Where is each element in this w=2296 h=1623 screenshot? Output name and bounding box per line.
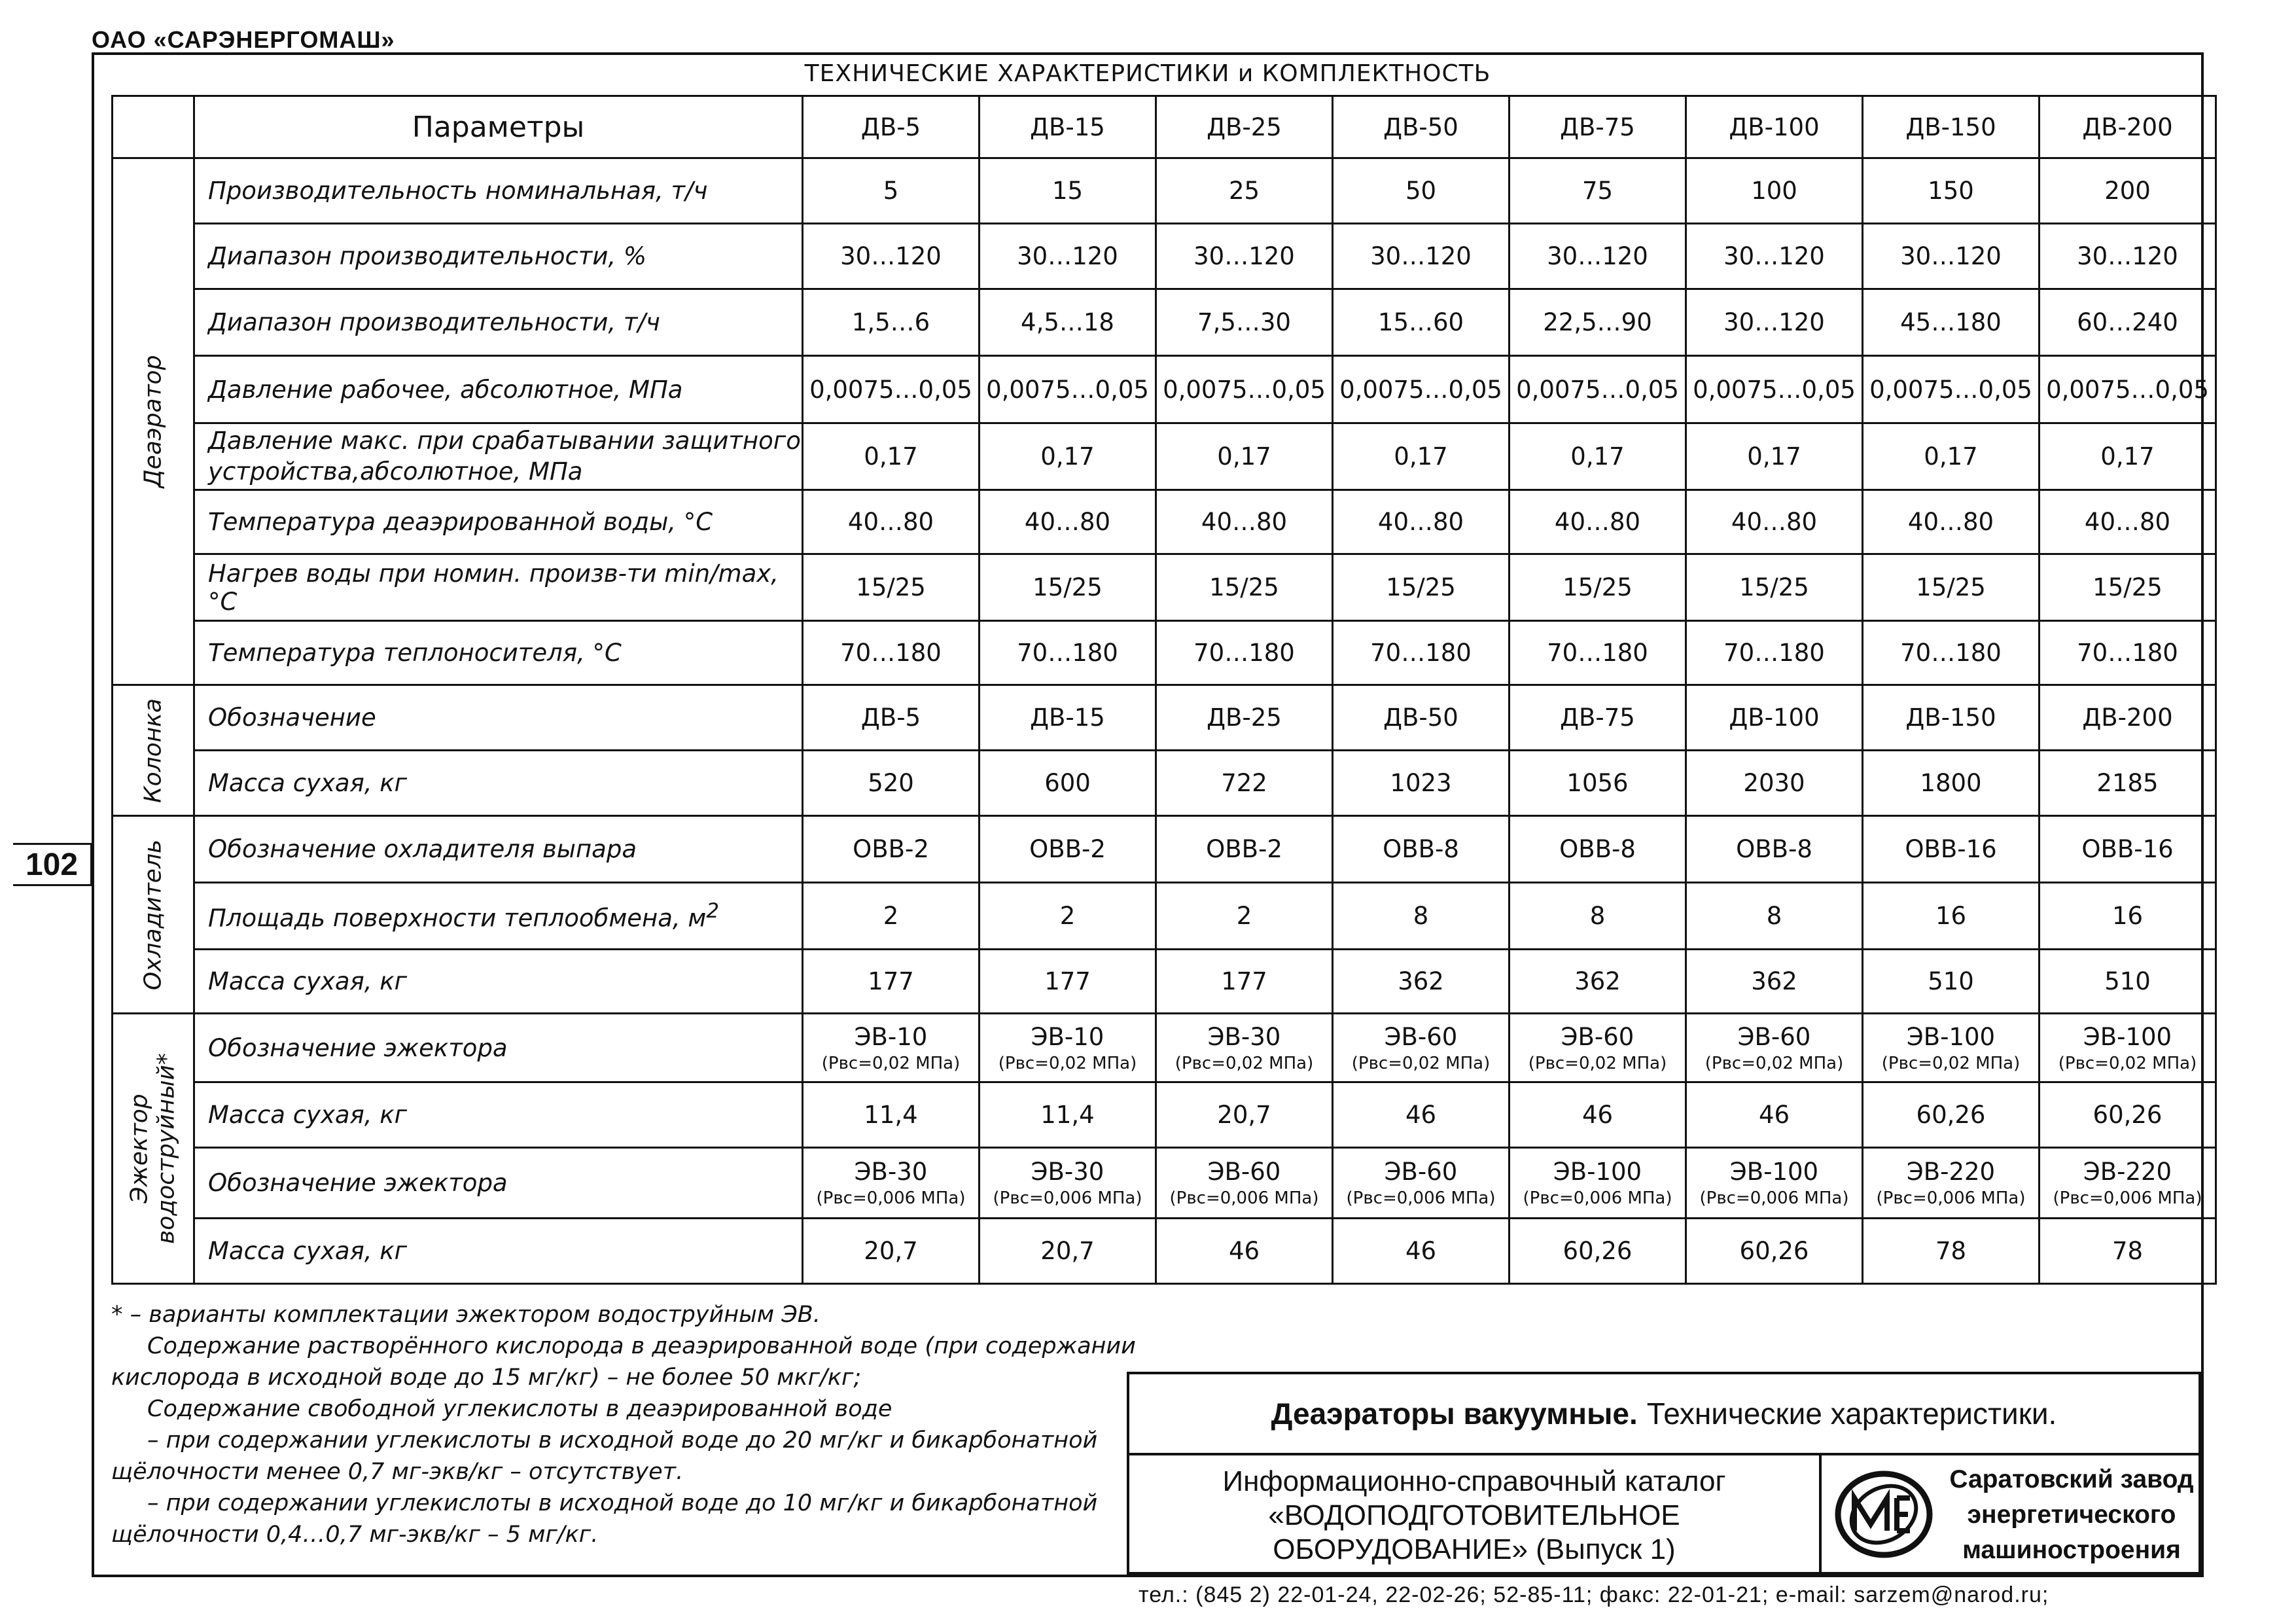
value-cell: 0,17 (1863, 423, 2040, 490)
value-cell: 0,0075…0,05 (1156, 356, 1333, 423)
value-cell: 70…180 (1156, 621, 1333, 685)
param-cell: Масса сухая, кг (194, 950, 803, 1014)
ejector-pressure-note: (Рвс=0,02 МПа) (998, 1053, 1137, 1073)
factory-line: Саратовский завод (1949, 1465, 2194, 1493)
ejector-model: ЭВ-60 (1737, 1022, 1811, 1051)
value-cell: 20,7 (1156, 1082, 1333, 1148)
ejector-pressure-note: (Рвс=0,006 МПа) (1169, 1188, 1319, 1208)
value-cell: 7,5…30 (1156, 289, 1333, 356)
value-cell: 30…120 (1863, 224, 2040, 289)
value-cell: 30…120 (2040, 224, 2216, 289)
value-cell: 15/25 (1333, 554, 1510, 621)
value-cell: 40…80 (1510, 490, 1686, 554)
ejector-model: ЭВ-60 (1207, 1158, 1281, 1186)
param-superscript: 2 (706, 899, 719, 923)
value-cell: ДВ-15 (980, 685, 1156, 751)
param-cell: Нагрев воды при номин. произв-ти min/max, °С (194, 554, 803, 621)
value-cell (1156, 1014, 1333, 1082)
value-cell: 150 (1863, 158, 2040, 224)
value-cell: 30…120 (1686, 289, 1863, 356)
value-cell: 0,17 (1686, 423, 1863, 490)
value-cell: 30…120 (803, 224, 980, 289)
value-cell: 510 (2040, 950, 2216, 1014)
value-cell: ДВ-25 (1156, 685, 1333, 751)
model-header: ДВ-25 (1156, 96, 1333, 158)
value-cell: 20,7 (980, 1219, 1156, 1284)
spec-table (111, 95, 2217, 1285)
param-line: устройства,абсолютное, МПа (208, 457, 583, 486)
value-cell: 2185 (2040, 751, 2216, 816)
value-cell: 46 (1333, 1219, 1510, 1284)
value-cell: 0,0075…0,05 (1686, 356, 1863, 423)
value-cell: 0,17 (2040, 423, 2216, 490)
value-cell: 20,7 (803, 1219, 980, 1284)
value-cell: 78 (2040, 1219, 2216, 1284)
value-cell: 1800 (1863, 751, 2040, 816)
param-cell: Производительность номинальная, т/ч (194, 158, 803, 224)
footnote-line: – при содержании углекислоты в исходной воде до 20 мг/кг и бикарбонатной (147, 1427, 1098, 1454)
value-cell (1686, 1148, 1863, 1219)
value-cell: 60,26 (2040, 1082, 2216, 1148)
value-cell: 30…120 (1510, 224, 1686, 289)
ejector-model: ЭВ-30 (1207, 1022, 1281, 1051)
value-cell: ДВ-50 (1333, 685, 1510, 751)
value-cell: 362 (1333, 950, 1510, 1014)
value-cell: 70…180 (803, 621, 980, 685)
value-cell: 0,17 (803, 423, 980, 490)
value-cell: 0,17 (980, 423, 1156, 490)
value-cell: 60,26 (1686, 1219, 1863, 1284)
value-cell: 60,26 (1863, 1082, 2040, 1148)
ejector-pressure-note: (Рвс=0,006 МПа) (816, 1188, 966, 1208)
value-cell: 200 (2040, 158, 2216, 224)
table-row (113, 883, 2216, 950)
value-cell: 11,4 (980, 1082, 1156, 1148)
value-cell: 4,5…18 (980, 289, 1156, 356)
table-title: ТЕХНИЧЕСКИЕ ХАРАКТЕРИСТИКИ и КОМПЛЕКТНОСТЬ (804, 60, 1491, 87)
value-cell (980, 1148, 1156, 1219)
value-cell: 50 (1333, 158, 1510, 224)
table-row (113, 950, 2216, 1014)
value-cell: 8 (1686, 883, 1863, 950)
table-row (113, 685, 2216, 751)
value-cell: 510 (1863, 950, 2040, 1014)
value-cell: ДВ-100 (1686, 685, 1863, 751)
value-cell: 11,4 (803, 1082, 980, 1148)
value-cell: 46 (1156, 1219, 1333, 1284)
value-cell: 2 (1156, 883, 1333, 950)
group-label-line: водоструйный* (153, 1053, 180, 1244)
corner-cell (113, 96, 194, 158)
param-header: Параметры (194, 96, 803, 158)
saratov-energomash-logo-icon (1828, 1462, 1939, 1567)
value-cell: 46 (1686, 1082, 1863, 1148)
table-row (113, 356, 2216, 423)
value-cell: 520 (803, 751, 980, 816)
ejector-pressure-note: (Рвс=0,006 МПа) (2053, 1188, 2202, 1208)
param-cell: Обозначение эжектора (194, 1014, 803, 1082)
param-cell (194, 883, 803, 950)
factory-name (1941, 1462, 2202, 1568)
footnote-line: кислорода в исходной воде до 15 мг/кг) – не более 50 мкг/кг; (111, 1364, 862, 1391)
document-title-bold: Деаэраторы вакуумные. (1271, 1397, 1638, 1431)
value-cell (980, 1014, 1156, 1082)
value-cell (1863, 1014, 2040, 1082)
value-cell: 0,0075…0,05 (803, 356, 980, 423)
table-row (113, 423, 2216, 490)
model-header: ДВ-5 (803, 96, 980, 158)
value-cell: 75 (1510, 158, 1686, 224)
catalog-line: Информационно-справочный каталог (1222, 1465, 1726, 1497)
ejector-model: ЭВ-100 (1906, 1022, 1996, 1051)
company-name: ОАО «САРЭНЕРГОМАШ» (92, 26, 395, 53)
footnote-line: Содержание растворённого кислорода в деаэрированной воде (при содержании (147, 1333, 1136, 1359)
ejector-model: ЭВ-100 (1729, 1158, 1819, 1186)
value-cell: ОВВ-16 (1863, 816, 2040, 883)
param-cell: Масса сухая, кг (194, 1219, 803, 1284)
group-label-ejector (113, 1014, 194, 1284)
param-cell: Масса сухая, кг (194, 751, 803, 816)
value-cell: 100 (1686, 158, 1863, 224)
model-header: ДВ-150 (1863, 96, 2040, 158)
model-header: ДВ-75 (1510, 96, 1686, 158)
ejector-model: ЭВ-100 (2083, 1022, 2172, 1051)
value-cell: 40…80 (1156, 490, 1333, 554)
value-cell: 362 (1686, 950, 1863, 1014)
table-row (113, 1082, 2216, 1148)
footnotes (111, 1299, 1136, 1550)
group-label-line: Эжектор (126, 1094, 153, 1204)
value-cell: 70…180 (1863, 621, 2040, 685)
value-cell: 15…60 (1333, 289, 1510, 356)
ejector-model: ЭВ-220 (1906, 1158, 1996, 1186)
catalog-name (1129, 1455, 1822, 1577)
ejector-model: ЭВ-30 (854, 1158, 928, 1186)
value-cell: 16 (2040, 883, 2216, 950)
value-cell: 0,0075…0,05 (1510, 356, 1686, 423)
value-cell: 8 (1510, 883, 1686, 950)
value-cell: 22,5…90 (1510, 289, 1686, 356)
value-cell: 15/25 (980, 554, 1156, 621)
value-cell: 2 (980, 883, 1156, 950)
table-row (113, 816, 2216, 883)
ejector-pressure-note: (Рвс=0,02 МПа) (1174, 1053, 1314, 1073)
value-cell: ОВВ-8 (1333, 816, 1510, 883)
value-cell: 8 (1333, 883, 1510, 950)
ejector-pressure-note: (Рвс=0,006 МПа) (1523, 1188, 1672, 1208)
value-cell: 0,0075…0,05 (1863, 356, 2040, 423)
table-row (113, 1219, 2216, 1284)
value-cell (803, 1014, 980, 1082)
value-cell: 46 (1510, 1082, 1686, 1148)
value-cell: 0,17 (1156, 423, 1333, 490)
value-cell: 177 (803, 950, 980, 1014)
ejector-model: ЭВ-10 (854, 1022, 928, 1051)
value-cell (1686, 1014, 1863, 1082)
model-header: ДВ-50 (1333, 96, 1510, 158)
factory-line: энергетического (1967, 1501, 2176, 1529)
ejector-model: ЭВ-60 (1561, 1022, 1634, 1051)
ejector-model: ЭВ-10 (1031, 1022, 1104, 1051)
ejector-model: ЭВ-30 (1031, 1158, 1104, 1186)
value-cell: 1,5…6 (803, 289, 980, 356)
model-header: ДВ-100 (1686, 96, 1863, 158)
table-row (113, 1148, 2216, 1219)
value-cell: ОВВ-8 (1686, 816, 1863, 883)
value-cell: 1023 (1333, 751, 1510, 816)
ejector-pressure-note: (Рвс=0,02 МПа) (1881, 1053, 2021, 1073)
table-row (113, 158, 2216, 224)
param-text: Площадь поверхности теплообмена, м (208, 904, 707, 933)
value-cell: 0,17 (1333, 423, 1510, 490)
value-cell: 45…180 (1863, 289, 2040, 356)
value-cell: 40…80 (1686, 490, 1863, 554)
param-cell: Обозначение эжектора (194, 1148, 803, 1219)
param-cell: Масса сухая, кг (194, 1082, 803, 1148)
document-title-rest: Технические характеристики. (1646, 1397, 2057, 1431)
value-cell: 600 (980, 751, 1156, 816)
footnote-line: щёлочности менее 0,7 мг-экв/кг – отсутствует. (111, 1459, 684, 1485)
value-cell: 30…120 (1333, 224, 1510, 289)
group-label-deaerator: Деаэратор (113, 158, 194, 685)
value-cell: 2 (803, 883, 980, 950)
group-label-column: Колонка (113, 685, 194, 816)
ejector-pressure-note: (Рвс=0,006 МПа) (1699, 1188, 1849, 1208)
ejector-pressure-note: (Рвс=0,006 МПа) (1346, 1188, 1496, 1208)
value-cell: 46 (1333, 1082, 1510, 1148)
value-cell: ОВВ-2 (980, 816, 1156, 883)
value-cell: 30…120 (1156, 224, 1333, 289)
param-cell: Обозначение охладителя выпара (194, 816, 803, 883)
table-row (113, 1014, 2216, 1082)
value-cell: 5 (803, 158, 980, 224)
footnote-line: щёлочности 0,4…0,7 мг-экв/кг – 5 мг/кг. (111, 1522, 599, 1548)
value-cell: 0,0075…0,05 (1333, 356, 1510, 423)
param-cell (194, 423, 803, 490)
value-cell: 15/25 (1686, 554, 1863, 621)
value-cell: 70…180 (980, 621, 1156, 685)
table-row (113, 621, 2216, 685)
ejector-pressure-note: (Рвс=0,02 МПа) (2058, 1053, 2197, 1073)
value-cell (1510, 1148, 1686, 1219)
value-cell: 70…180 (1686, 621, 1863, 685)
document-title (1129, 1374, 2199, 1455)
value-cell (2040, 1014, 2216, 1082)
value-cell: 15 (980, 158, 1156, 224)
page-number: 102 (13, 843, 92, 886)
value-cell: 25 (1156, 158, 1333, 224)
footnote-line: Содержание свободной углекислоты в деаэрированной воде (147, 1396, 892, 1422)
value-cell (1333, 1148, 1510, 1219)
table-row (113, 490, 2216, 554)
ejector-pressure-note: (Рвс=0,006 МПа) (993, 1188, 1142, 1208)
value-cell: 2030 (1686, 751, 1863, 816)
value-cell: 30…120 (1686, 224, 1863, 289)
ejector-pressure-note: (Рвс=0,02 МПа) (1528, 1053, 1667, 1073)
catalog-line: «ВОДОПОДГОТОВИТЕЛЬНОЕ (1268, 1499, 1680, 1531)
value-cell: 1056 (1510, 751, 1686, 816)
ejector-pressure-note: (Рвс=0,02 МПа) (821, 1053, 961, 1073)
value-cell: 40…80 (1333, 490, 1510, 554)
factory-line: машиностроения (1962, 1536, 2181, 1564)
value-cell: 70…180 (1333, 621, 1510, 685)
table-row (113, 289, 2216, 356)
value-cell: 30…120 (980, 224, 1156, 289)
value-cell: 78 (1863, 1219, 2040, 1284)
value-cell: 16 (1863, 883, 2040, 950)
value-cell: 40…80 (2040, 490, 2216, 554)
param-cell: Температура деаэрированной воды, °С (194, 490, 803, 554)
value-cell: 177 (980, 950, 1156, 1014)
param-line: Давление макс. при срабатывании защитного (208, 427, 801, 455)
table-row (113, 554, 2216, 621)
value-cell: 177 (1156, 950, 1333, 1014)
ejector-pressure-note: (Рвс=0,02 МПа) (1351, 1053, 1491, 1073)
value-cell: 40…80 (1863, 490, 2040, 554)
value-cell (1333, 1014, 1510, 1082)
value-cell: ОВВ-8 (1510, 816, 1686, 883)
value-cell: 70…180 (1510, 621, 1686, 685)
ejector-pressure-note: (Рвс=0,02 МПа) (1704, 1053, 1844, 1073)
spec-table-body (113, 96, 2216, 1284)
param-cell: Диапазон производительности, т/ч (194, 289, 803, 356)
footnote-line: * – варианты комплектации эжектором водоструйным ЭВ. (111, 1302, 821, 1328)
value-cell: 15/25 (1863, 554, 2040, 621)
value-cell: 362 (1510, 950, 1686, 1014)
table-header-row (113, 96, 2216, 158)
value-cell: 0,0075…0,05 (2040, 356, 2216, 423)
table-row (113, 751, 2216, 816)
param-cell: Обозначение (194, 685, 803, 751)
value-cell: ДВ-5 (803, 685, 980, 751)
param-cell: Диапазон производительности, % (194, 224, 803, 289)
ejector-model: ЭВ-100 (1553, 1158, 1642, 1186)
ejector-pressure-note: (Рвс=0,006 МПа) (1876, 1188, 2026, 1208)
value-cell (1156, 1148, 1333, 1219)
value-cell: 15/25 (803, 554, 980, 621)
ejector-model: ЭВ-220 (2083, 1158, 2172, 1186)
value-cell: 40…80 (803, 490, 980, 554)
value-cell (1863, 1148, 2040, 1219)
value-cell: ДВ-75 (1510, 685, 1686, 751)
value-cell: 15/25 (2040, 554, 2216, 621)
value-cell: 60,26 (1510, 1219, 1686, 1284)
value-cell: ОВВ-2 (1156, 816, 1333, 883)
contact-info: тел.: (845 2) 22-01-24, 22-02-26; 52-85-11; факс: 22-01-21; e-mail: sarzem@narod.ru; (1139, 1582, 2049, 1607)
table-row (113, 224, 2216, 289)
value-cell: ОВВ-16 (2040, 816, 2216, 883)
param-cell: Давление рабочее, абсолютное, МПа (194, 356, 803, 423)
value-cell: 722 (1156, 751, 1333, 816)
value-cell: 15/25 (1510, 554, 1686, 621)
ejector-model: ЭВ-60 (1384, 1022, 1458, 1051)
value-cell: 70…180 (2040, 621, 2216, 685)
value-cell (2040, 1148, 2216, 1219)
value-cell: 60…240 (2040, 289, 2216, 356)
model-header: ДВ-15 (980, 96, 1156, 158)
param-cell: Температура теплоносителя, °С (194, 621, 803, 685)
value-cell (1510, 1014, 1686, 1082)
value-cell: ДВ-150 (1863, 685, 2040, 751)
value-cell: 40…80 (980, 490, 1156, 554)
value-cell: 15/25 (1156, 554, 1333, 621)
group-label-cooler: Охладитель (113, 816, 194, 1014)
value-cell: 0,17 (1510, 423, 1686, 490)
value-cell: 0,0075…0,05 (980, 356, 1156, 423)
title-block (1127, 1372, 2201, 1575)
value-cell: ДВ-200 (2040, 685, 2216, 751)
footnote-line: – при содержании углекислоты в исходной воде до 10 мг/кг и бикарбонатной (147, 1490, 1098, 1516)
catalog-line: ОБОРУДОВАНИЕ» (Выпуск 1) (1273, 1533, 1676, 1565)
model-header: ДВ-200 (2040, 96, 2216, 158)
ejector-model: ЭВ-60 (1384, 1158, 1458, 1186)
value-cell (803, 1148, 980, 1219)
value-cell: ОВВ-2 (803, 816, 980, 883)
